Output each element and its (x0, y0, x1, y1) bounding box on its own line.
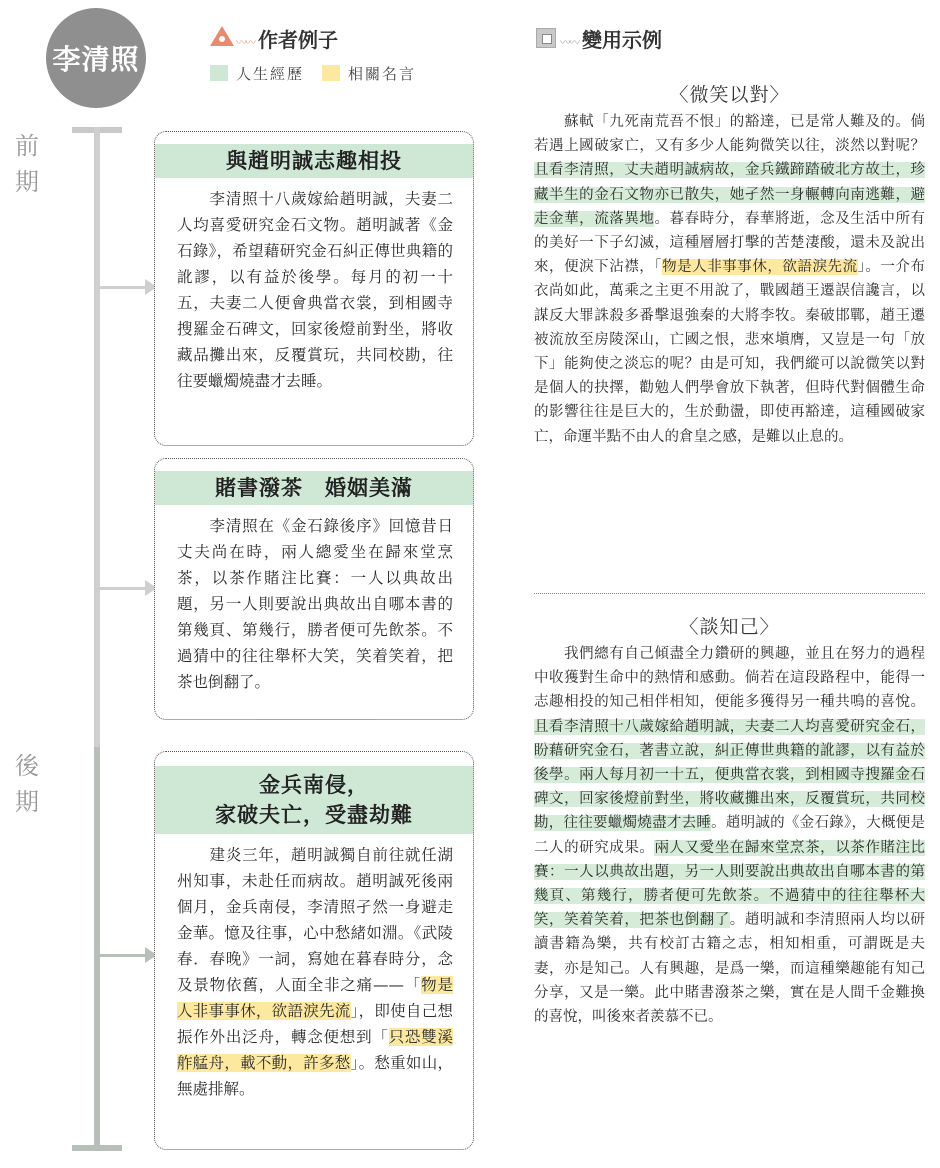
usage-examples-title: 變用示例 (582, 28, 662, 52)
life-highlight: 且看李清照，丈夫趙明誠病故，金兵鐵蹄踏破北方故土，珍藏半生的金石文物亦已散失，她孑然一身輾轉向南逃難，避走金華，流落異地 (534, 162, 925, 227)
essay-body: 蘇軾「九死南荒吾不恨」的豁達，已是常人難及的。倘若遇上國破家亡，又有多少人能夠微笑以往，淡然以對呢？且看李清照，丈夫趙明誠病故，金兵鐵蹄踏破北方故土，珍藏半生的金石文物亦已散失，她孑然一身輾轉向南逃難，避走金華，流落異地。暮春時分，春華將逝，念及生活中所有的美好一下子幻滅，這種層層打擊的苦楚淒酸，還未及說出來，便淚下沾襟，「物是人非事事休，欲語淚先流」。一介布衣尚如此，萬乘之主更不用說了，戰國趙王遷誤信讒言，以謀反大罪誅殺多番擊退強秦的大將李牧。秦破邯鄲，趙王遷被流放至房陵深山，亡國之恨，悲來塡膺，又豈是一句「放下」能夠使之淡忘的呢？由是可知，我們縱可以說微笑以對是個人的抉擇，勸勉人們學會放下執著，但時代對個體生命的影響往往是巨大的，生於動盪，即使再豁達，這種國破家亡，命運半點不由人的倉皇之感，是難以止息的。 (534, 114, 926, 445)
life-highlight: 且看李清照十八歲嫁給趙明誠，夫妻二人均喜愛研究金石，盼藉研究金石，著書立說，糾正傳世典籍的訛謬，以有益於後學。兩人每月初一十五，便典當衣裳，到相國寺搜羅金石碑文，回家後燈前對坐，將收藏攤出來，反覆賞玩，共同校勘，往往要蠟燭燒盡才去睡 (534, 718, 925, 832)
period-label-late: 後 期 (15, 752, 39, 816)
timeline-arrow (97, 587, 147, 590)
timeline-bottom-cap (72, 1145, 122, 1151)
essay-heading: 〈微笑以對〉 (669, 84, 790, 106)
event-body: 李清照在《金石錄後序》回憶昔日丈夫尚在時，兩人總愛坐在歸來堂烹茶，以茶作賭注比賽：一人以典故出題，另一人則要說出典故出自哪本書的第幾頁、第幾行，勝者便可先飲茶。不過猜中的往往舉杯大笑，笑着笑着，把茶也倒翻了。 (177, 517, 453, 691)
event-title: 賭書潑茶 婚姻美滿 (155, 471, 473, 505)
period-label-early: 前 期 (15, 132, 39, 196)
life-highlight: 兩人又愛坐在歸來堂烹茶，以茶作賭注比賽：一人以典故出題，另一人則要說出典故出自哪本書的第幾頁、第幾行，勝者便可先飲茶。不過猜中的往往舉杯大笑，笑着笑着，把茶也倒翻了 (534, 839, 926, 929)
event-body: 建炎三年，趙明誠獨自前往就任湖州知事，未赴任而病故。趙明誠死後兩個月，金兵南侵，李清照孑然一身避走金華。憶及往事，心中愁緒如淵。《武陵春．春晚》一詞，寫她在暮春時分，念及景物依舊，人面全非之痛——「物是人非事事休，欲語淚先流」，即使自己想振作外出泛舟，轉念便想到「只恐雙溪舴艋舟，載不動，許多愁」。愁重如山，無處排解。 (177, 846, 453, 1098)
timeline-arrow (97, 286, 147, 289)
essay-1 (534, 80, 925, 449)
event-title: 與趙明誠志趣相投 (155, 144, 473, 178)
warning-triangle-icon (210, 26, 236, 48)
timeline-arrow (97, 954, 147, 957)
author-name: 李清照 (52, 43, 140, 76)
wave-decoration-icon: 〰〰 (236, 36, 254, 49)
quote-highlight: 只恐雙溪舴艋舟，載不動，許多愁 (177, 1028, 453, 1072)
event-box-3 (154, 751, 474, 1150)
timeline-line-late (94, 747, 100, 1147)
quote-highlight: 物是人非事事休，欲語淚先流 (177, 976, 453, 1020)
event-box-1 (154, 131, 474, 446)
quote-highlight: 物是人非事事休，欲語淚先流 (662, 259, 858, 276)
legend-swatch-yellow (322, 65, 340, 81)
legend-swatch-green (210, 65, 228, 81)
essay-2 (534, 612, 925, 1029)
essay-heading: 〈談知己〉 (679, 616, 780, 638)
legend-label-quotes: 相關名言 (348, 65, 417, 83)
event-title: 金兵南侵， 家破夫亡，受盡劫難 (155, 766, 473, 834)
essay-body: 我們總有自己傾盡全力鑽研的興趣，並且在努力的過程中收獲對生命中的熱情和感動。倘若在這段路程中，能得一志趣相投的知己相伴相知，便能多獲得另一種共鳴的喜悅。且看李清照十八歲嫁給趙明誠，夫妻二人均喜愛研究金石，盼藉研究金石，著書立說，糾正傳世典籍的訛謬，以有益於後學。兩人每月初一十五，便典當衣裳，到相國寺搜羅金石碑文，回家後燈前對坐，將收藏攤出來，反覆賞玩，共同校勘，往往要蠟燭燒盡才去睡。趙明誠的《金石錄》，大概便是二人的研究成果。兩人又愛坐在歸來堂烹茶，以茶作賭注比賽：一人以典故出題，另一人則要說出典故出自哪本書的第幾頁、第幾行，勝者便可先飲茶。不過猜中的往往舉杯大笑，笑着笑着，把茶也倒翻了。趙明誠和李清照兩人均以研讀書籍為樂，共有校訂古籍之志，相知相重，可謂既是夫妻，亦是知己。人有興趣，是爲一樂，而這種樂趣能有知己分享，又是一樂。此中賭書潑茶之樂，實在是人間千金難換的喜悅，叫後來者羨慕不已。 (534, 646, 926, 1026)
event-body: 李清照十八歲嫁給趙明誠，夫妻二人均喜愛研究金石文物。趙明誠著《金石錄》，希望藉研究金石糾正傳世典籍的訛謬，以有益於後學。每月的初一十五，夫妻二人便會典當衣裳，到相國寺搜羅金石碑文，回家後燈前對坐，將收藏品攤出來，反覆賞玩，共同校勘，往往要蠟燭燒盡才去睡。 (177, 190, 453, 390)
event-box-2 (154, 458, 474, 720)
timeline-line-early (94, 127, 100, 747)
author-examples-title: 作者例子 (258, 28, 338, 52)
wave-decoration-icon: 〰〰 (560, 36, 578, 49)
legend-label-life: 人生經歷 (236, 65, 305, 83)
square-icon (536, 28, 556, 48)
essay-divider (534, 593, 925, 594)
author-name-badge (46, 8, 146, 108)
